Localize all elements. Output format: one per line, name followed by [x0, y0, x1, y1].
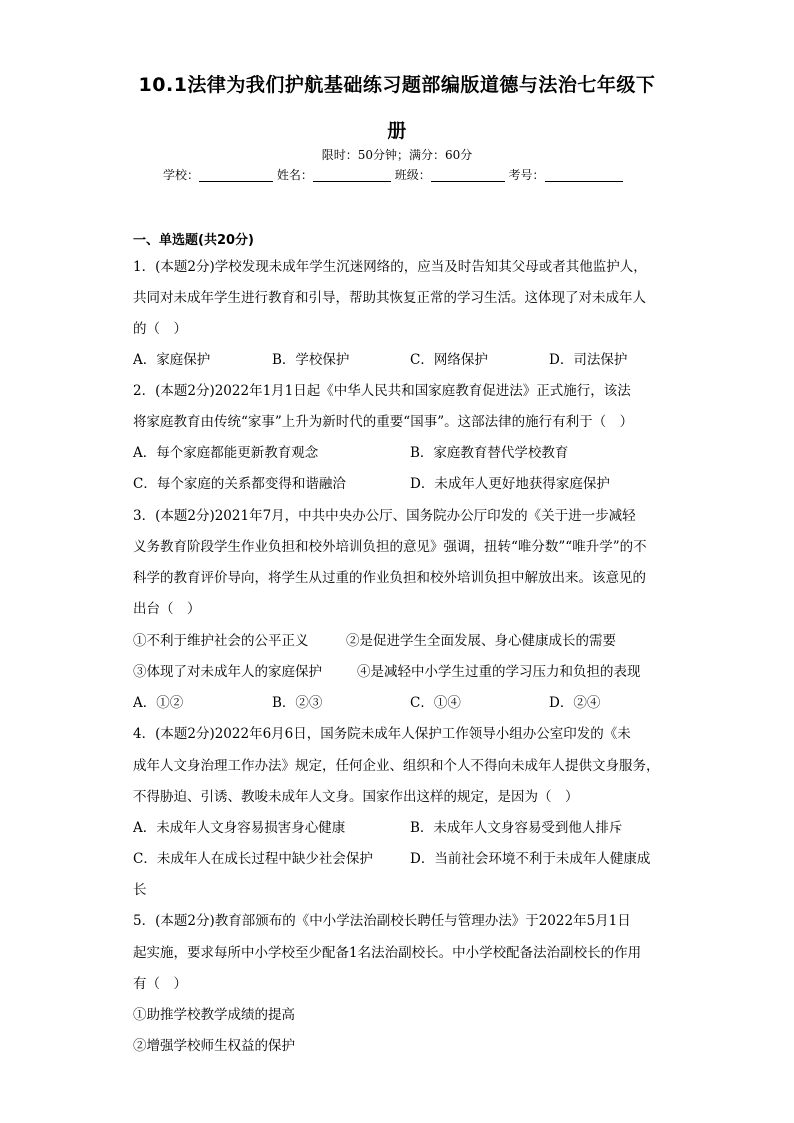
section-heading: 一、单选题(共20分): [133, 233, 254, 248]
name-blank[interactable]: [313, 167, 391, 182]
q3-option-c[interactable]: C．①④: [410, 695, 461, 711]
class-blank[interactable]: [431, 167, 505, 182]
q5-line-3: 有（ ）: [133, 976, 187, 992]
title-line-1: 10.1法律为我们护航基础练习题部编版道德与法治七年级下: [138, 74, 656, 96]
q3-line-1: 3．(本题2分)2021年7月，中共中央办公厅、国务院办公厅印发的《关于进一步减轻: [133, 508, 636, 524]
q1-line-1: 1．(本题2分)学校发现未成年学生沉迷网络的，应当及时告知其父母或者其他监护人，: [133, 259, 647, 275]
q1-option-c[interactable]: C．网络保护: [410, 352, 488, 368]
q1-line-2: 共同对未成年学生进行教育和引导，帮助其恢复正常的学习生活。这体现了对未成年人: [133, 290, 646, 306]
q2-option-a[interactable]: A．每个家庭都能更新教育观念: [133, 445, 319, 461]
q3-statement-3: ③体现了对未成年人的家庭保护: [133, 664, 322, 680]
q4-option-a[interactable]: A．未成年人文身容易损害身心健康: [133, 820, 346, 836]
q1-line-3: 的（ ）: [133, 321, 187, 337]
q4-option-d-wrap: 长: [133, 882, 147, 898]
q4-line-1: 4．(本题2分)2022年6月6日，国务院未成年人保护工作领导小组办公室印发的《未: [133, 726, 631, 742]
q3-line-3: 科学的教育评价导向，将学生从过重的作业负担和校外培训负担中解放出来。该意见的: [133, 570, 646, 586]
number-label: 考号：: [508, 168, 545, 182]
q1-option-a[interactable]: A．家庭保护: [133, 352, 211, 368]
q3-line-4: 出台（ ）: [133, 601, 201, 617]
q2-line-2: 将家庭教育由传统“家事”上升为新时代的重要“国事”。这部法律的施行有利于（ ）: [133, 414, 634, 430]
q3-option-b[interactable]: B．②③: [272, 695, 323, 711]
q1-option-b[interactable]: B．学校保护: [272, 352, 350, 368]
q3-statement-1: ①不利于维护社会的公平正义: [133, 633, 309, 649]
q3-statement-2: ②是促进学生全面发展、身心健康成长的需要: [346, 633, 616, 649]
school-label: 学校：: [163, 168, 200, 182]
title-line-2: 册: [387, 120, 407, 142]
q2-option-b[interactable]: B．家庭教育替代学校教育: [410, 445, 569, 461]
q3-line-2: 义务教育阶段学生作业负担和校外培训负担的意见》强调，扭转“唯分数”“唯升学”的不: [133, 539, 647, 555]
student-info-fields: [163, 166, 623, 183]
q5-statement-1: ①助推学校教学成绩的提高: [133, 1007, 295, 1023]
class-label: 班级：: [394, 168, 431, 182]
q4-option-d[interactable]: D．当前社会环境不利于未成年人健康成: [410, 851, 651, 867]
number-blank[interactable]: [545, 167, 623, 182]
name-label: 姓名：: [276, 168, 313, 182]
school-blank[interactable]: [199, 167, 273, 182]
q3-option-d[interactable]: D．②④: [549, 695, 601, 711]
q4-line-3: 不得胁迫、引诱、教唆未成年人文身。国家作出这样的规定，是因为（ ）: [133, 789, 579, 805]
q2-line-1: 2．(本题2分)2022年1月1日起《中华人民共和国家庭教育促进法》正式施行，该法: [133, 383, 631, 399]
q5-line-1: 5．(本题2分)教育部颁布的《中小学法治副校长聘任与管理办法》于2022年5月1日: [133, 913, 631, 929]
q4-option-c[interactable]: C．未成年人在成长过程中缺少社会保护: [133, 851, 373, 867]
q3-statement-4: ④是减轻中小学生过重的学习压力和负担的表现: [357, 664, 641, 680]
q3-option-a[interactable]: A．①②: [133, 695, 184, 711]
time-score-info: 限时：50分钟；满分：60分: [321, 148, 473, 162]
q1-option-d[interactable]: D．司法保护: [549, 352, 628, 368]
q5-statement-2: ②增强学校师生权益的保护: [133, 1038, 295, 1054]
q5-line-2: 起实施，要求每所中小学校至少配备1名法治副校长。中小学校配备法治副校长的作用: [133, 945, 642, 961]
q2-option-d[interactable]: D．未成年人更好地获得家庭保护: [410, 476, 610, 492]
q4-option-b[interactable]: B．未成年人文身容易受到他人排斥: [410, 820, 623, 836]
q2-option-c[interactable]: C．每个家庭的关系都变得和谐融洽: [133, 476, 346, 492]
q4-line-2: 成年人文身治理工作办法》规定，任何企业、组织和个人不得向未成年人提供文身服务，: [133, 758, 660, 774]
